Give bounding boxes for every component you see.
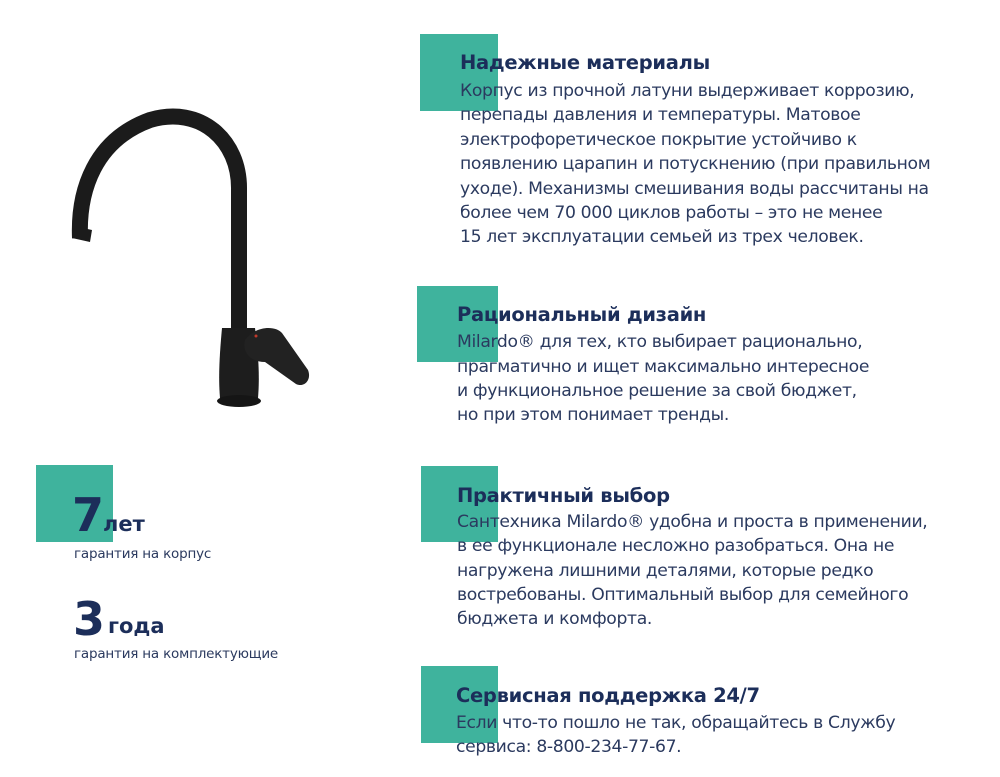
feature-text-line: Если что-то пошло не так, обращайтесь в Службу bbox=[456, 713, 896, 733]
feature-title: Рациональный дизайн bbox=[457, 303, 707, 326]
warranty-years-number: 3 bbox=[73, 592, 105, 646]
feature-text-line: прагматично и ищет максимально интересное bbox=[457, 357, 870, 377]
feature-text-line: бюджета и комфорта. bbox=[457, 609, 652, 629]
feature-title: Практичный выбор bbox=[457, 484, 670, 507]
feature-text-line: и функциональное решение за свой бюджет, bbox=[457, 381, 857, 401]
feature-text-line: более чем 70 000 циклов работы – это не менее bbox=[460, 203, 883, 223]
warranty-years-unit: года bbox=[108, 614, 165, 638]
feature-text-line: Сантехника Milardo® удобна и проста в применении, bbox=[457, 512, 928, 532]
feature-text-line: востребованы. Оптимальный выбор для семейного bbox=[457, 585, 909, 605]
feature-title: Сервисная поддержка 24/7 bbox=[456, 684, 760, 707]
feature-text-line: 15 лет эксплуатации семьей из трех человек. bbox=[460, 227, 864, 247]
feature-text-line: электрофоретическое покрытие устойчиво к bbox=[460, 130, 857, 150]
feature-text-line: перепады давления и температуры. Матовое bbox=[460, 105, 861, 125]
feature-text-line: Корпус из прочной латуни выдерживает коррозию, bbox=[460, 81, 915, 101]
warranty-years-unit: лет bbox=[103, 512, 145, 536]
feature-title: Надежные материалы bbox=[460, 51, 710, 74]
feature-text-line: уходе). Механизмы смешивания воды рассчитаны на bbox=[460, 179, 929, 199]
feature-text-line: сервиса: 8-800-234-77-67. bbox=[456, 737, 682, 757]
warranty-caption: гарантия на комплектующие bbox=[74, 646, 278, 662]
faucet-product-image bbox=[50, 100, 330, 420]
warranty-years-number: 7 bbox=[72, 488, 104, 542]
feature-text-line: но при этом понимает тренды. bbox=[457, 405, 729, 425]
feature-text-line: Milardo® для тех, кто выбирает рационально, bbox=[457, 332, 863, 352]
feature-text-line: появлению царапин и потускнению (при правильном bbox=[460, 154, 931, 174]
warranty-caption: гарантия на корпус bbox=[74, 546, 212, 562]
feature-text-line: в ее функционале несложно разобраться. Она не bbox=[457, 536, 895, 556]
feature-text-line: нагружена лишними деталями, которые редко bbox=[457, 561, 874, 581]
